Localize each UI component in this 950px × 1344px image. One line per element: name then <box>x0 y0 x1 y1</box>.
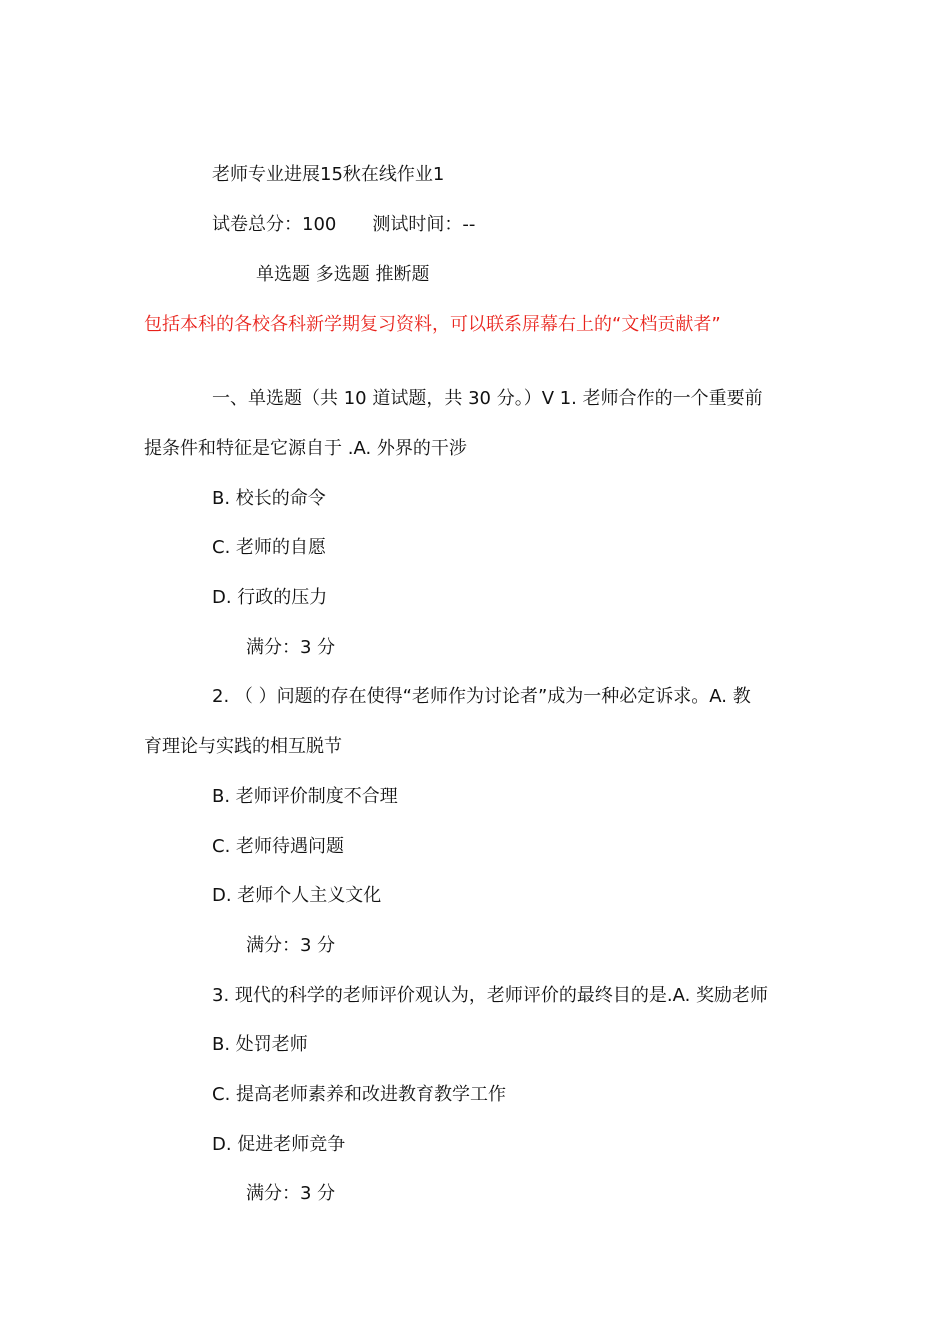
total-score: 试卷总分：100 <box>212 214 337 235</box>
exam-info <box>212 212 475 238</box>
test-time: 测试时间：-- <box>372 214 476 235</box>
option-text: B. 处罚老师 <box>212 1034 308 1055</box>
option-text: C. 老师的自愿 <box>212 537 327 558</box>
notice-text: 包括本科的各校各科新学期复习资料，可以联系屏幕右上的“文档贡献者” <box>144 314 721 335</box>
question-stem-line1: 3. 现代的科学的老师评价观认为，老师评价的最终目的是.A. 奖励老师 <box>212 985 769 1006</box>
score-label: 满分：3 分 <box>246 1183 336 1204</box>
option-text: B. 校长的命令 <box>212 488 326 509</box>
section-intro-line1: 一、单选题（共 10 道试题，共 30 分。）V 1. 老师合作的一个重要前 <box>212 388 763 409</box>
option-text: C. 提高老师素养和改进教育教学工作 <box>212 1084 507 1105</box>
document-title: 老师专业进展15秋在线作业1 <box>212 164 445 185</box>
score-label: 满分：3 分 <box>246 935 336 956</box>
section-intro-line2: 提条件和特征是它源自于 .A. 外界的干涉 <box>144 438 467 459</box>
question-stem-line2: 育理论与实践的相互脱节 <box>144 736 342 757</box>
option-text: D. 老师个人主义文化 <box>212 885 382 906</box>
option-text: D. 促进老师竞争 <box>212 1134 346 1155</box>
question-stem-line1: 2. （ ）问题的存在使得“老师作为讨论者”成为一种必定诉求。A. 教 <box>212 686 751 707</box>
option-text: D. 行政的压力 <box>212 587 328 608</box>
section-nav: 单选题 多选题 推断题 <box>256 264 430 285</box>
option-text: B. 老师评价制度不合理 <box>212 786 398 807</box>
score-label: 满分：3 分 <box>246 637 336 658</box>
option-text: C. 老师待遇问题 <box>212 836 345 857</box>
